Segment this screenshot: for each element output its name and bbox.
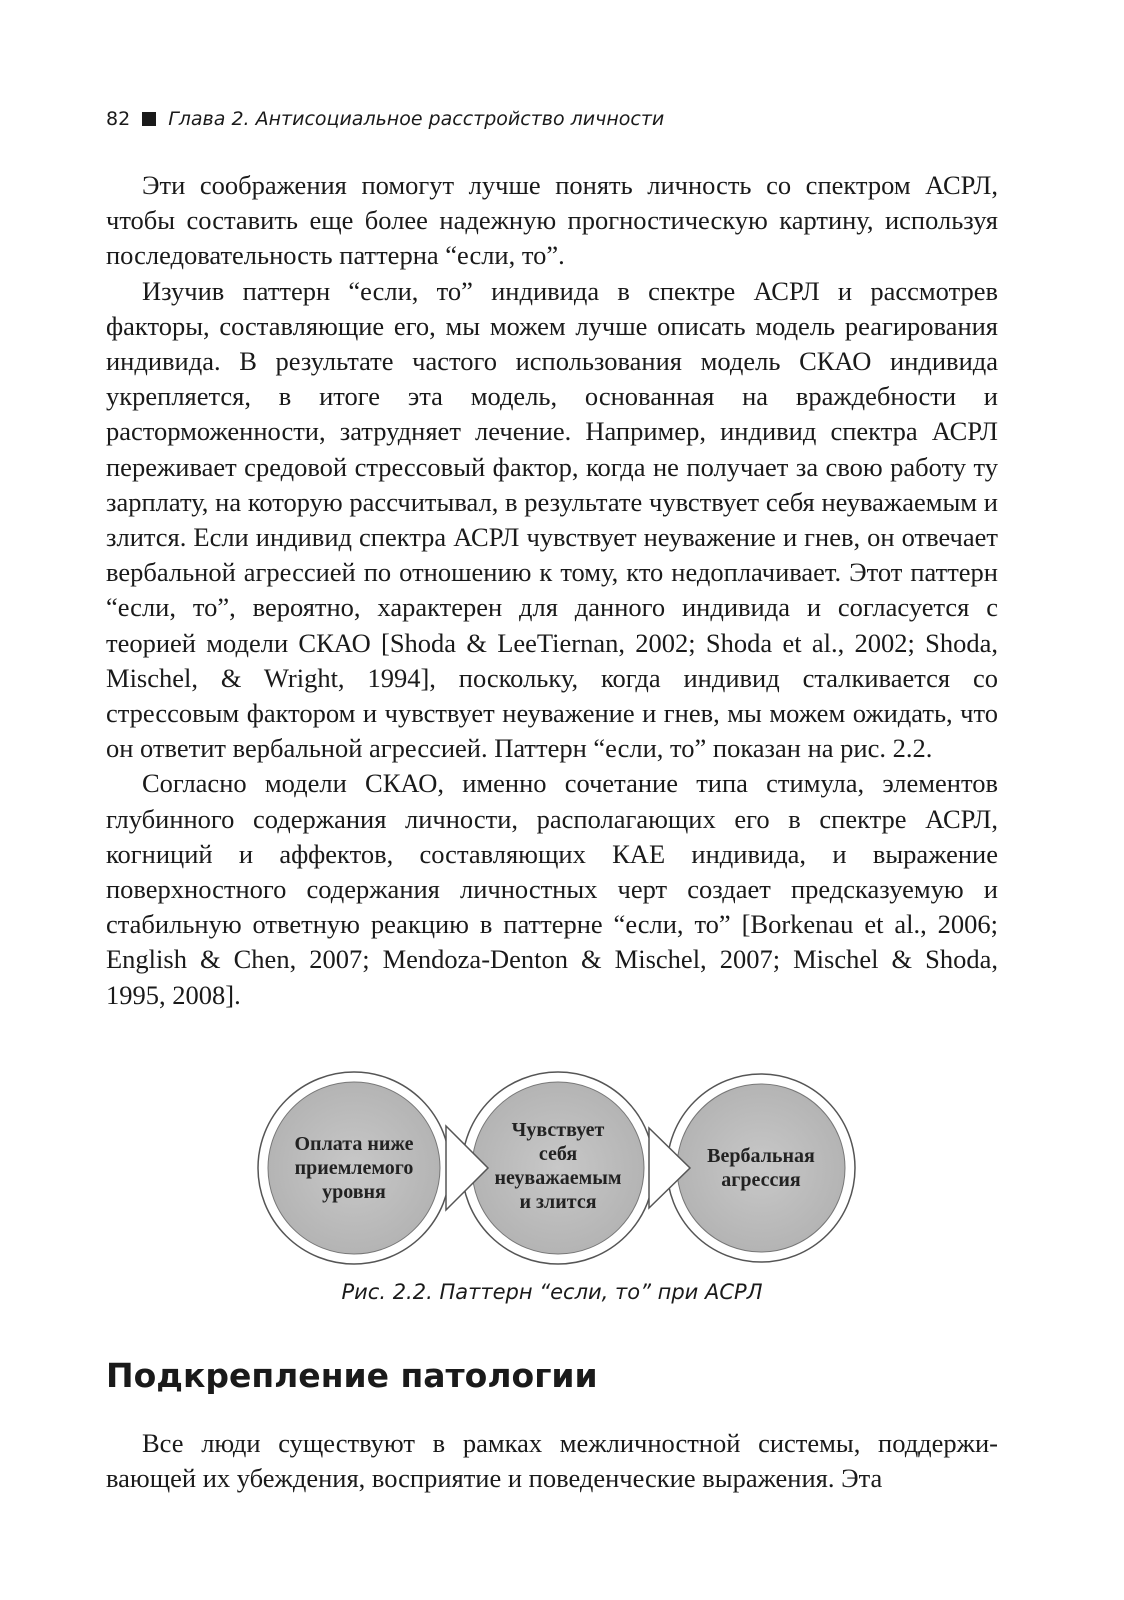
section-heading: Подкрепление патологии bbox=[106, 1356, 598, 1395]
circle-label: уровня bbox=[322, 1181, 386, 1203]
circle-label: Вербальная bbox=[707, 1145, 815, 1167]
figure-caption: Рис. 2.2. Паттерн “если, то” при АСРЛ bbox=[341, 1280, 763, 1304]
if-then-diagram bbox=[256, 1066, 856, 1266]
paragraph: Эти соображения помогут лучше понять личность со спектром АСРЛ, чтобы составить еще более надежную прогностическую картину, используя последовательность паттерна “если, то”. bbox=[106, 170, 998, 271]
circle-label: Оплата ниже bbox=[294, 1133, 414, 1155]
figure-diagram bbox=[256, 1066, 856, 1266]
body-text bbox=[106, 168, 998, 1013]
circle-label: неуважаемым bbox=[494, 1167, 622, 1189]
running-head bbox=[106, 108, 664, 130]
circle-label: Чувствует bbox=[511, 1119, 605, 1141]
circle-label: приемлемого bbox=[294, 1157, 414, 1179]
circle-label: агрессия bbox=[721, 1169, 801, 1191]
paragraph: Все люди существуют в рамках межличностной системы, поддерживающей их убеждения, восприятие и поведенческие выражения. Эта bbox=[106, 1428, 998, 1494]
paragraph: Изучив паттерн “если, то” индивида в спектре АСРЛ и рассмотрев факторы, составляющие его, мы можем лучше описать модель реагирования индивида. В результате частого использования модель СКАО индивида укрепляется, в итоге эта модель, основанная на враждебности и расторможенности, затрудняет лечение. Например, индивид спектра АСРЛ переживает средовой стрессовый фактор, когда не получает за свою работу ту зарплату, на которую рассчитывал, в результате чувствует себя неуважаемым и злится. Если индивид спектра АСРЛ чувствует неуважение и гнев, он отвечает вербальной агрессией по отношению к тому, кто недоплачивает. Этот паттерн “если, то”, вероятно, характерен для данного индивида и согласуется с теорией модели СКАО [Shoda & LeeTiernan, 2002; Shoda et al., 2002; Shoda, Mischel, & Wright, 1994], поскольку, когда индивид сталкивается со стрессовым фактором и чувствует неуважение и гнев, мы можем ожидать, что он ответит вербальной агрессией. Паттерн “если, то” показан на рис. 2.2. bbox=[106, 275, 998, 764]
square-bullet-icon bbox=[142, 112, 156, 126]
circle-label: и злится bbox=[519, 1191, 597, 1213]
paragraph: Согласно модели СКАО, именно сочетание типа стимула, элементов глубинного содержания личности, располагающих его в спектре АСРЛ, когниций и аффектов, составляющих КАЕ индивида, и выражение поверхностного содержания личностных черт создает предсказуемую и стабильную ответную реакцию в паттерне “если, то” [Borkenau et al., 2006; English & Chen, 2007; Mendoza-Denton & Mischel, 2007; Mischel & Shoda, 1995, 2008]. bbox=[106, 768, 998, 1010]
chapter-title: Глава 2. Антисоциальное расстройство личности bbox=[168, 108, 665, 130]
circle-inner bbox=[677, 1084, 845, 1252]
circle-label: себя bbox=[538, 1143, 578, 1165]
page-number: 82 bbox=[106, 108, 131, 130]
section-body bbox=[106, 1426, 998, 1496]
